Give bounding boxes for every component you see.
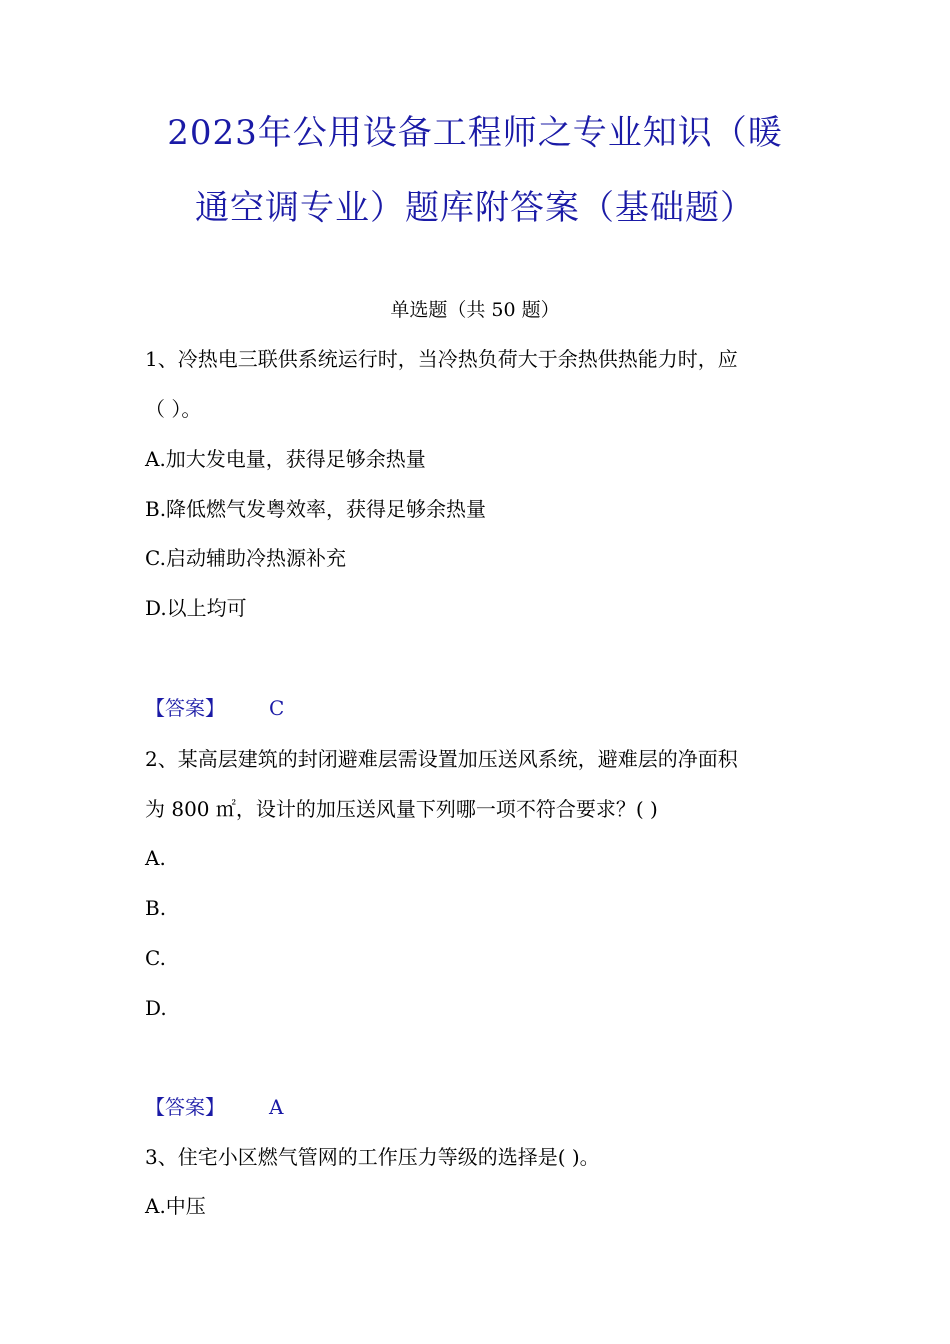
question-1-option-a: A.加大发电量，获得足够余热量 bbox=[145, 447, 426, 471]
document-title-line-1: 2023年公用设备工程师之专业知识（暖 bbox=[167, 113, 783, 153]
question-3-option-a: A.中压 bbox=[145, 1194, 206, 1218]
question-2-option-c: C. bbox=[145, 946, 166, 970]
answer-label: 【答案】 bbox=[145, 1095, 225, 1119]
question-2-stem-line-1: 2、某高层建筑的封闭避难层需设置加压送风系统，避难层的净面积 bbox=[145, 747, 738, 771]
question-2-stem-line-2: 为 800 ㎡，设计的加压送风量下列哪一项不符合要求？( ) bbox=[145, 797, 658, 821]
question-1-option-b: B.降低燃气发粤效率，获得足够余热量 bbox=[145, 497, 487, 521]
question-2-answer bbox=[145, 1093, 283, 1121]
question-1-option-d: D.以上均可 bbox=[145, 596, 247, 620]
section-heading: 单选题（共 50 题） bbox=[390, 299, 560, 321]
question-1-stem-line-1: 1、冷热电三联供系统运行时，当冷热负荷大于余热供热能力时，应 bbox=[145, 347, 738, 371]
question-2-option-d: D. bbox=[145, 996, 167, 1020]
question-2-option-b: B. bbox=[145, 896, 167, 920]
document-title-line-2: 通空调专业）题库附答案（基础题） bbox=[195, 188, 755, 228]
question-1-option-c: C.启动辅助冷热源补充 bbox=[145, 546, 346, 570]
answer-label: 【答案】 bbox=[145, 696, 225, 720]
question-1-stem-line-2: （ ）。 bbox=[145, 397, 202, 421]
answer-value: C bbox=[269, 696, 285, 720]
question-2-option-a: A. bbox=[145, 846, 166, 870]
question-3-stem-line-1: 3、住宅小区燃气管网的工作压力等级的选择是( )。 bbox=[145, 1145, 600, 1169]
question-1-answer bbox=[145, 694, 284, 722]
answer-value: A bbox=[269, 1095, 284, 1119]
